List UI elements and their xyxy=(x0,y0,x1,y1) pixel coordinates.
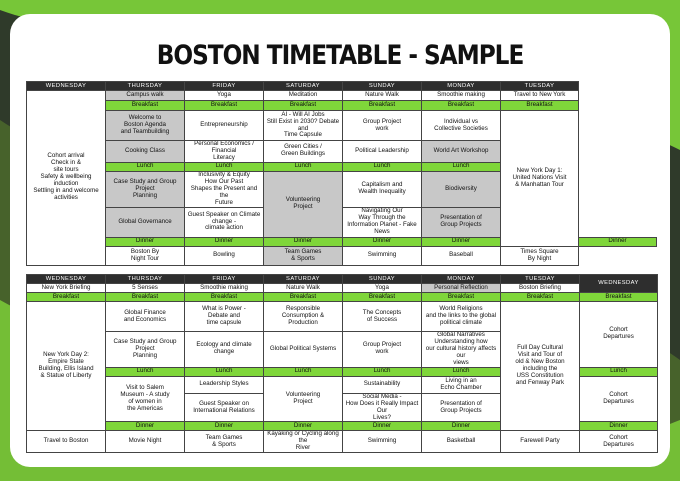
dinner-cell: Dinner xyxy=(185,237,264,246)
arrival-cell: Cohort arrival Check in & site tours Safety & wellbeing induction Settling in and welcome activities xyxy=(27,91,106,266)
breakfast-cell: Breakfast xyxy=(501,293,580,302)
breakfast-cell: Breakfast xyxy=(106,101,185,111)
volunteering-cell: Volunteering Project xyxy=(264,171,343,237)
newyork-day-cell: New York Day 2: Empire State Building, Ellis Island & Statue of Liberty xyxy=(27,302,106,431)
session-cell: Biodiversity xyxy=(422,171,501,207)
breakfast-cell: Breakfast xyxy=(185,101,264,111)
lunch-cell: Lunch xyxy=(422,367,501,376)
lunch-cell: Lunch xyxy=(580,367,658,376)
session-cell: Responsible Consumption & Production xyxy=(264,302,343,332)
evening-activity: Kayaking or Cycling along the River xyxy=(264,431,343,453)
session-cell: Visit to Salem Museum - A study of women in the Americas xyxy=(106,376,185,422)
newyork-day-cell: New York Day 1: United Nations Visit & Manhattan Tour xyxy=(501,111,579,247)
breakfast-cell: Breakfast xyxy=(185,293,264,302)
day-header: WEDNESDAY xyxy=(27,82,106,91)
session-cell: Navigating Our Way Through the Information Planet - Fake News xyxy=(343,207,422,237)
day-header: FRIDAY xyxy=(185,82,264,91)
lunch-cell: Lunch xyxy=(185,367,264,376)
session-cell: Personal Economics / Financial Literacy xyxy=(185,141,264,163)
dinner-cell: Dinner xyxy=(185,422,264,431)
session-cell: Global Governance xyxy=(106,207,185,237)
evening-activity: Farewell Party xyxy=(501,431,580,453)
session-cell: Sustainability xyxy=(343,376,422,393)
page-title: BOSTON TIMETABLE - SAMPLE xyxy=(156,40,524,71)
day-header: TUESDAY xyxy=(501,82,579,91)
lunch-cell: Lunch xyxy=(106,162,185,171)
departures-cell: Cohort Departures xyxy=(580,302,658,368)
session-cell: Global Narratives Understanding how our cultural history affects our views xyxy=(422,332,501,368)
breakfast-cell: Breakfast xyxy=(343,293,422,302)
session-cell: Inclusivity & Equity How Our Past Shapes the Present and the Future xyxy=(185,171,264,207)
session-cell: Welcome to Boston Agenda and Teambuilding xyxy=(106,111,185,141)
week1-timetable xyxy=(26,81,657,266)
session-cell: Group Project work xyxy=(343,111,422,141)
day-header: MONDAY xyxy=(422,275,501,284)
session-cell: World Religions and the links to the global political climate xyxy=(422,302,501,332)
breakfast-cell: Breakfast xyxy=(27,293,106,302)
session-cell: Leadership Styles xyxy=(185,376,264,393)
morning-activity: Smoothie making xyxy=(185,284,264,293)
dinner-cell: Dinner xyxy=(422,422,501,431)
evening-activity: Team Games & Sports xyxy=(264,246,343,265)
day-header: FRIDAY xyxy=(185,275,264,284)
lunch-cell: Lunch xyxy=(422,162,501,171)
departures-cell: Cohort Departures xyxy=(580,376,658,422)
evening-activity: Movie Night xyxy=(106,431,185,453)
session-cell: The Concepts of Success xyxy=(343,302,422,332)
morning-activity: Yoga xyxy=(185,91,264,101)
session-cell: Case Study and Group Project Planning xyxy=(106,171,185,207)
session-cell: Guest Speaker on Climate change - climate action xyxy=(185,207,264,237)
morning-activity: Nature Walk xyxy=(343,91,422,101)
evening-activity: Basketball xyxy=(422,431,501,453)
morning-activity: Meditation xyxy=(264,91,343,101)
lunch-cell: Lunch xyxy=(106,367,185,376)
session-cell: Green Cities / Green Buildings xyxy=(264,141,343,163)
session-cell: Global Political Systems xyxy=(264,332,343,368)
dinner-cell: Dinner xyxy=(264,237,343,246)
day-header: SATURDAY xyxy=(264,82,343,91)
breakfast-cell: Breakfast xyxy=(422,101,501,111)
session-cell: Global Finance and Economics xyxy=(106,302,185,332)
evening-activity: Baseball xyxy=(422,246,501,265)
session-cell: Ecology and climate change xyxy=(185,332,264,368)
evening-activity: Swimming xyxy=(343,431,422,453)
dinner-cell: Dinner xyxy=(106,422,185,431)
session-cell: Entrepreneurship xyxy=(185,111,264,141)
evening-activity: Times Square By Night xyxy=(501,246,579,265)
lunch-cell: Lunch xyxy=(185,162,264,171)
dinner-cell: Dinner xyxy=(579,237,657,246)
dinner-cell: Dinner xyxy=(343,422,422,431)
evening-activity: Team Games & Sports xyxy=(185,431,264,453)
breakfast-cell: Breakfast xyxy=(264,101,343,111)
evening-activity: Cohort Departures xyxy=(580,431,658,453)
morning-activity: Nature Walk xyxy=(264,284,343,293)
session-cell: World Art Workshop xyxy=(422,141,501,163)
day-header: MONDAY xyxy=(422,82,501,91)
morning-activity: Yoga xyxy=(343,284,422,293)
day-header: SUNDAY xyxy=(343,82,422,91)
breakfast-cell: Breakfast xyxy=(422,293,501,302)
dinner-cell: Dinner xyxy=(422,237,501,246)
breakfast-cell: Breakfast xyxy=(501,101,579,111)
session-cell: What is Power - Debate and time capsule xyxy=(185,302,264,332)
morning-activity: Campus walk xyxy=(106,91,185,101)
session-cell: Case Study and Group Project Planning xyxy=(106,332,185,368)
morning-activity: Travel to New York xyxy=(501,91,579,101)
session-cell: Political Leadership xyxy=(343,141,422,163)
session-cell: Individual vs Collective Societies xyxy=(422,111,501,141)
day-header: SUNDAY xyxy=(343,275,422,284)
morning-activity: 5 Senses xyxy=(106,284,185,293)
morning-activity: Personal Reflection xyxy=(422,284,501,293)
session-cell: AI - Will AI Jobs Still Exist in 2030? Debate and Time Capsule xyxy=(264,111,343,141)
session-cell: Guest Speaker on International Relations xyxy=(185,393,264,422)
evening-activity: Bowling xyxy=(185,246,264,265)
evening-activity: Travel to Boston xyxy=(27,431,106,453)
session-cell: Social Media - How Does it Really Impact Our Lives? xyxy=(343,393,422,422)
volunteering-cell: Volunteering Project xyxy=(264,376,343,422)
dinner-cell: Dinner xyxy=(264,422,343,431)
evening-activity: Boston By Night Tour xyxy=(106,246,185,265)
dinner-cell: Dinner xyxy=(343,237,422,246)
day-header: WEDNESDAY xyxy=(27,275,106,284)
breakfast-cell: Breakfast xyxy=(264,293,343,302)
lunch-cell: Lunch xyxy=(343,162,422,171)
day-header: WEDNESDAY xyxy=(580,275,658,293)
morning-activity: New York Briefing xyxy=(27,284,106,293)
breakfast-cell: Breakfast xyxy=(106,293,185,302)
day-header: TUESDAY xyxy=(501,275,580,284)
lunch-cell: Lunch xyxy=(264,162,343,171)
session-cell: Living in an Echo Chamber xyxy=(422,376,501,393)
day-header: SATURDAY xyxy=(264,275,343,284)
day-header: THURSDAY xyxy=(106,275,185,284)
cultural-visit-cell: Full Day Cultural Visit and Tour of old & New Boston including the USS Constitution and Fenway Park xyxy=(501,302,580,431)
dinner-cell: Dinner xyxy=(580,422,658,431)
lunch-cell: Lunch xyxy=(264,367,343,376)
lunch-cell: Lunch xyxy=(343,367,422,376)
session-cell: Presentation of Group Projects xyxy=(422,207,501,237)
session-cell: Capitalism and Wealth Inequality xyxy=(343,171,422,207)
evening-activity: Swimming xyxy=(343,246,422,265)
week2-timetable xyxy=(26,274,658,453)
morning-activity: Smoothie making xyxy=(422,91,501,101)
breakfast-cell: Breakfast xyxy=(580,293,658,302)
session-cell: Presentation of Group Projects xyxy=(422,393,501,422)
morning-activity: Boston Briefing xyxy=(501,284,580,293)
breakfast-cell: Breakfast xyxy=(343,101,422,111)
session-cell: Cooking Class xyxy=(106,141,185,163)
session-cell: Group Project work xyxy=(343,332,422,368)
day-header: THURSDAY xyxy=(106,82,185,91)
dinner-cell: Dinner xyxy=(106,237,185,246)
